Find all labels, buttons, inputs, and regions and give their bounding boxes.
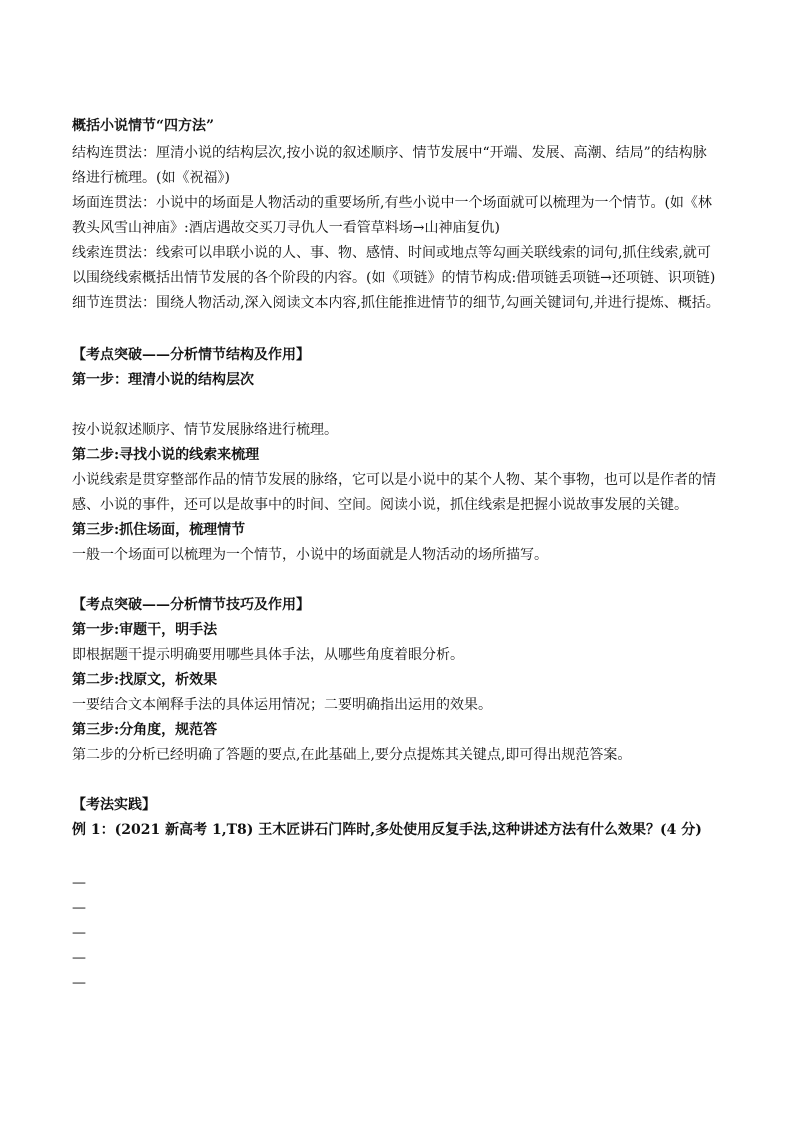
technique-step2-text: 一要结合文本阐释手法的具体运用情况；二要明确指出运用的效果。	[72, 697, 492, 713]
example-question-1: 例 1：(2021 新高考 1,T8) 王木匠讲石门阵时,多处使用反复手法,这种讲述方法有什么效果？(4 分)	[72, 822, 702, 838]
structure-step3-title: 第三步:抓住场面，梳理情节	[72, 522, 246, 538]
scene-method-line2: 教头风雪山神庙》:酒店遇故交买刀寻仇人一看管草料场→山神庙复仇)	[72, 220, 500, 236]
structure-step2-title: 第二步:寻找小说的线索来梳理	[72, 447, 260, 463]
structure-step2-line2: 感、小说的事件，还可以是故事中的时间、空间。阅读小说，抓住线索是把握小说故事发展的关键。	[72, 497, 688, 513]
structure-step3-text: 一般一个场面可以梳理为一个情节，小说中的场面就是人物活动的场所描写。	[72, 547, 548, 563]
answer-blank-line: —	[72, 925, 86, 941]
technique-step3-title: 第三步:分角度，规范答	[72, 722, 218, 738]
technique-step1-title: 第一步:审题干，明手法	[72, 622, 218, 638]
detail-method-line1: 细节连贯法：围绕人物活动,深入阅读文本内容,抓住能推进情节的细节,勾画关键词句,并进行提炼、概括。	[72, 295, 720, 311]
clue-method-line1: 线索连贯法：线索可以串联小说的人、事、物、感情、时间或地点等勾画关联线索的词句,抓住线索,就可	[72, 245, 711, 261]
structure-method-line1: 结构连贯法：厘清小说的结构层次,按小说的叙述顺序、情节发展中“开端、发展、高潮、结局”的结构脉	[72, 145, 707, 161]
technique-step3-text: 第二步的分析已经明确了答题的要点,在此基础上,要分点提炼其关键点,即可得出规范答案。	[72, 747, 632, 763]
scene-method-line1: 场面连贯法：小说中的场面是人物活动的重要场所,有些小说中一个场面就可以梳理为一个情节。(如《林	[72, 195, 712, 211]
technique-step1-text: 即根据题干提示明确要用哪些具体手法，从哪些角度着眼分析。	[72, 647, 464, 663]
section-title-plot-structure: 【考点突破——分析情节结构及作用】	[72, 347, 310, 363]
structure-step1-text: 按小说叙述顺序、情节发展脉络进行梳理。	[72, 422, 338, 438]
structure-method-line2: 络进行梳理。(如《祝福》)	[72, 170, 230, 186]
answer-blank-line: —	[72, 975, 86, 991]
technique-step2-title: 第二步:找原文，析效果	[72, 672, 218, 688]
structure-step2-line1: 小说线索是贯穿整部作品的情节发展的脉络，它可以是小说中的某个人物、某个事物，也可以是作者的情	[72, 472, 716, 488]
answer-blank-line: —	[72, 900, 86, 916]
answer-blank-line: —	[72, 875, 86, 891]
clue-method-line2: 以围绕线索概括出情节发展的各个阶段的内容。(如《项链》的情节构成:借项链丢项链→还项链、识项链)	[72, 270, 716, 286]
answer-blank-line: —	[72, 950, 86, 966]
section-title-practice: 【考法实践】	[72, 797, 156, 813]
section-title-plot-technique: 【考点突破——分析情节技巧及作用】	[72, 597, 310, 613]
structure-step1-title: 第一步：理清小说的结构层次	[72, 372, 254, 388]
section-title-summary-methods: 概括小说情节“四方法”	[72, 118, 215, 134]
